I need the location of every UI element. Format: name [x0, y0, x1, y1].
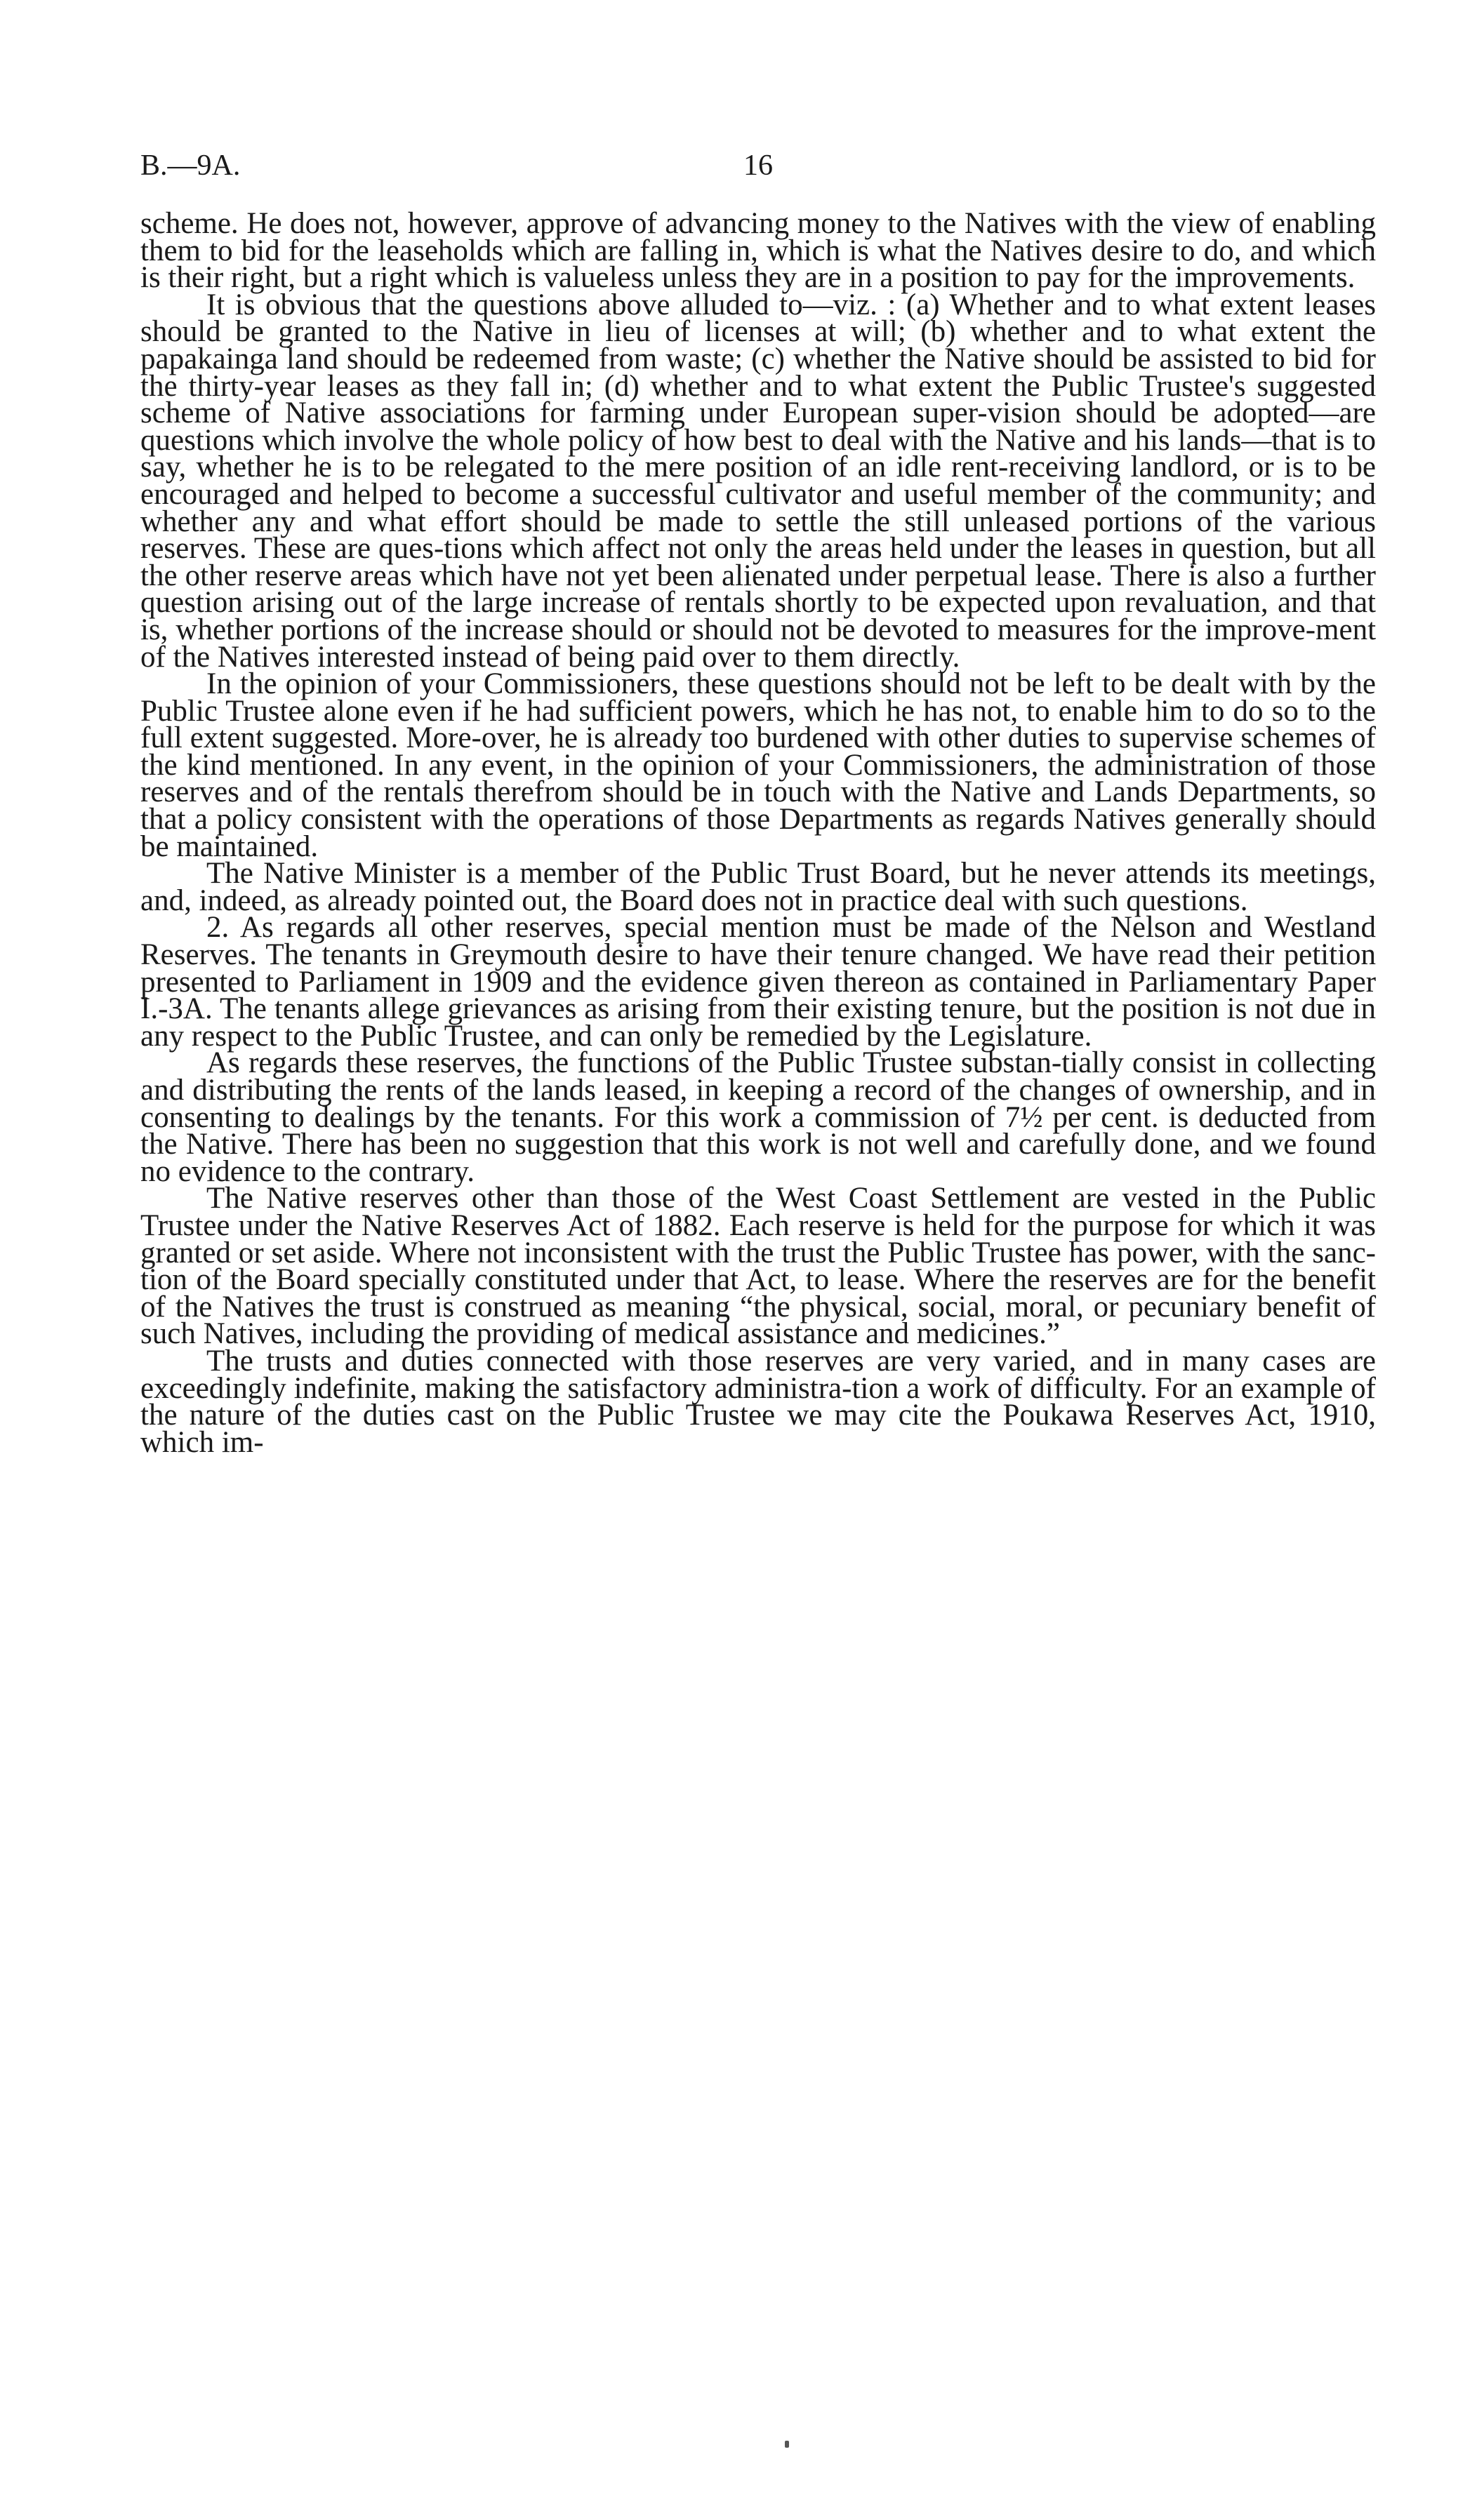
text-line: with the view of enabling them to bid for the leaseholds which are falling in,: [140, 207, 1376, 267]
text-line: 2. As regards all other reserves, special mention must be made of the: [206, 911, 1098, 945]
text-line: how best to deal with the Native and his lands—that is to say, whether he is: [140, 423, 1377, 484]
text-line: which is what the Natives desire to do, and which is their right, but a right: [140, 234, 1376, 295]
text-line: “the physical, social, moral, or pecuniary benefit of such Natives, including: [140, 1290, 1377, 1351]
text-line: The Native Minister is a member of the Public Trust Board, but he never: [206, 857, 1115, 891]
document-reference: B.—9A.: [140, 149, 241, 182]
text-line: reserve is held for the purpose for which it was granted or set aside. Where: [140, 1208, 1376, 1269]
text-line: not inconsistent with the trust the Public Trustee has power, with the sanc-: [477, 1236, 1376, 1269]
text-line: The trusts and duties connected with those reserves are very varied, and: [206, 1344, 1133, 1378]
text-line: the other reserve areas which have not yet been alienated under perpetual: [140, 559, 1028, 592]
text-line: in 1909 and the evidence given thereon as contained in Parliamentary: [438, 965, 1298, 999]
paragraph-p2: [140, 288, 1377, 674]
text-line: Nelson and Westland Reserves. The tenants in Greymouth desire to have: [140, 911, 1376, 972]
text-line: administration of those reserves and of the rentals therefrom should be in: [140, 748, 1377, 809]
text-line: year leases as they fall in; (d) whether and to what extent the Public Trustee's: [263, 369, 1246, 403]
text-line: carefully done, and we found no evidence to the contrary.: [140, 1128, 1377, 1188]
text-line: to be relegated to the mere position of an idle rent-receiving landlord, or is: [371, 451, 1304, 484]
text-line: rentals shortly to be expected upon revaluation, and that is, whether portions: [140, 586, 1376, 646]
text-line: by the tenants. For this work a commission of 7½ per cent. is deducted from: [424, 1100, 1377, 1134]
text-line: which he has not, to enable him to do so to the full extent suggested. More-: [140, 694, 1376, 755]
text-line: to be encouraged and helped to become a successful cultivator and useful: [140, 451, 1377, 511]
text-line: It is obvious that the questions above alluded to—viz. : (a) Whether and: [206, 288, 1108, 321]
text-line: the providing of medical assistance and medicines.”: [432, 1317, 1060, 1351]
text-line: from waste; (c) whether the Native should be assisted to bid for the thirty-: [140, 342, 1376, 403]
text-line: tenure, but the position is not due in any respect to the Public Trustee, and: [140, 992, 1377, 1053]
text-line: to what extent leases should be granted to the Native in lieu of licenses at: [140, 288, 1376, 349]
ink-mark: [785, 2441, 789, 2448]
text-line: suggested scheme of Native associations for farming under European super-: [140, 369, 1377, 430]
text-line: the Public Trustee we may cite the Poukawa Reserves Act, 1910, which im-: [140, 1399, 1377, 1459]
paragraph-p6: [140, 1046, 1377, 1188]
text-line: will; (b) whether and to what extent the papakainga land should be redeemed: [140, 315, 1376, 375]
text-line: which is valueless unless they are in a position to pay for the improvements.: [435, 261, 1356, 295]
text-line: Paper I.-3A. The tenants allege grievances as arising from their existing: [140, 965, 1377, 1026]
text-line: The Native reserves other than those of the West Coast Settlement are: [206, 1182, 1110, 1215]
text-line: As regards these reserves, the functions of the Public Trustee substan-: [206, 1046, 1062, 1080]
text-line: over, he is already too burdened with other duties to supervise schemes of the: [140, 721, 1376, 782]
paragraph-p1: [140, 207, 1376, 295]
text-line: with the operations of those Departments as regards Natives generally should: [430, 803, 1377, 836]
text-line: their tenure changed. We have read their petition presented to Parliament: [140, 938, 1377, 999]
text-line: reserves are for the benefit of the Natives the trust is construed as meaning: [140, 1263, 1376, 1324]
text-line: in practice deal with such questions.: [810, 884, 1248, 917]
text-line: attends its meetings, and, indeed, as already pointed out, the Board does not: [140, 857, 1377, 917]
text-line: can only be remedied by the Legislature.: [599, 1019, 1092, 1053]
page-header: [140, 149, 1376, 191]
text-line: scheme. He does not, however, approve of advancing money to the Natives: [140, 207, 1057, 240]
paragraph-p4: [140, 857, 1377, 917]
text-line: kind mentioned. In any event, in the opinion of your Commissioners, the: [186, 748, 1085, 782]
paragraph-p7: [140, 1182, 1377, 1351]
body-text: [140, 207, 1377, 1459]
text-line: the Native. There has been no suggestion that this work is not well and: [140, 1128, 1010, 1161]
text-line: In the opinion of your Commissioners, these questions should not be left: [206, 667, 1094, 701]
text-line: tion of the Board specially constituted under that Act, to lease. Where the: [140, 1263, 1040, 1297]
text-line: tially consist in collecting and distributing the rents of the lands leased, in: [140, 1046, 1376, 1107]
text-line: to settle the still unleased portions of the various reserves. These are ques-: [140, 505, 1377, 566]
text-line: to be dealt with by the Public Trustee alone even if he had sufficient powers,: [140, 667, 1377, 728]
text-line: of the increase should or should not be devoted to measures for the improve-: [387, 613, 1316, 646]
text-line: tions which affect not only the areas held under the leases in question, but all: [444, 532, 1376, 566]
text-line: ment of the Natives interested instead of being paid over to them directly.: [140, 613, 1377, 674]
page-number: 16: [743, 149, 773, 182]
text-line: tion a work of difficulty. For an example of the nature of the duties cast on: [140, 1371, 1376, 1432]
text-line: touch with the Native and Lands Departments, so that a policy consistent: [140, 775, 1376, 836]
text-line: member of the community; and whether any and what effort should be made: [140, 477, 1376, 538]
paragraph-p5: [140, 911, 1377, 1053]
text-line: keeping a record of the changes of ownership, and in consenting to dealings: [140, 1074, 1376, 1134]
text-line: vision should be adopted—are questions which involve the whole policy of: [140, 396, 1376, 457]
text-line: be maintained.: [140, 829, 319, 863]
text-line: in many cases are exceedingly indefinite, making the satisfactory administra-: [140, 1344, 1376, 1405]
paragraph-p3: [140, 667, 1377, 863]
text-line: vested in the Public Trustee under the Native Reserves Act of 1882. Each: [140, 1182, 1376, 1242]
paragraph-p8: [140, 1344, 1377, 1459]
text-line: lease. There is also a further question arising out of the large increase of: [140, 559, 1376, 620]
